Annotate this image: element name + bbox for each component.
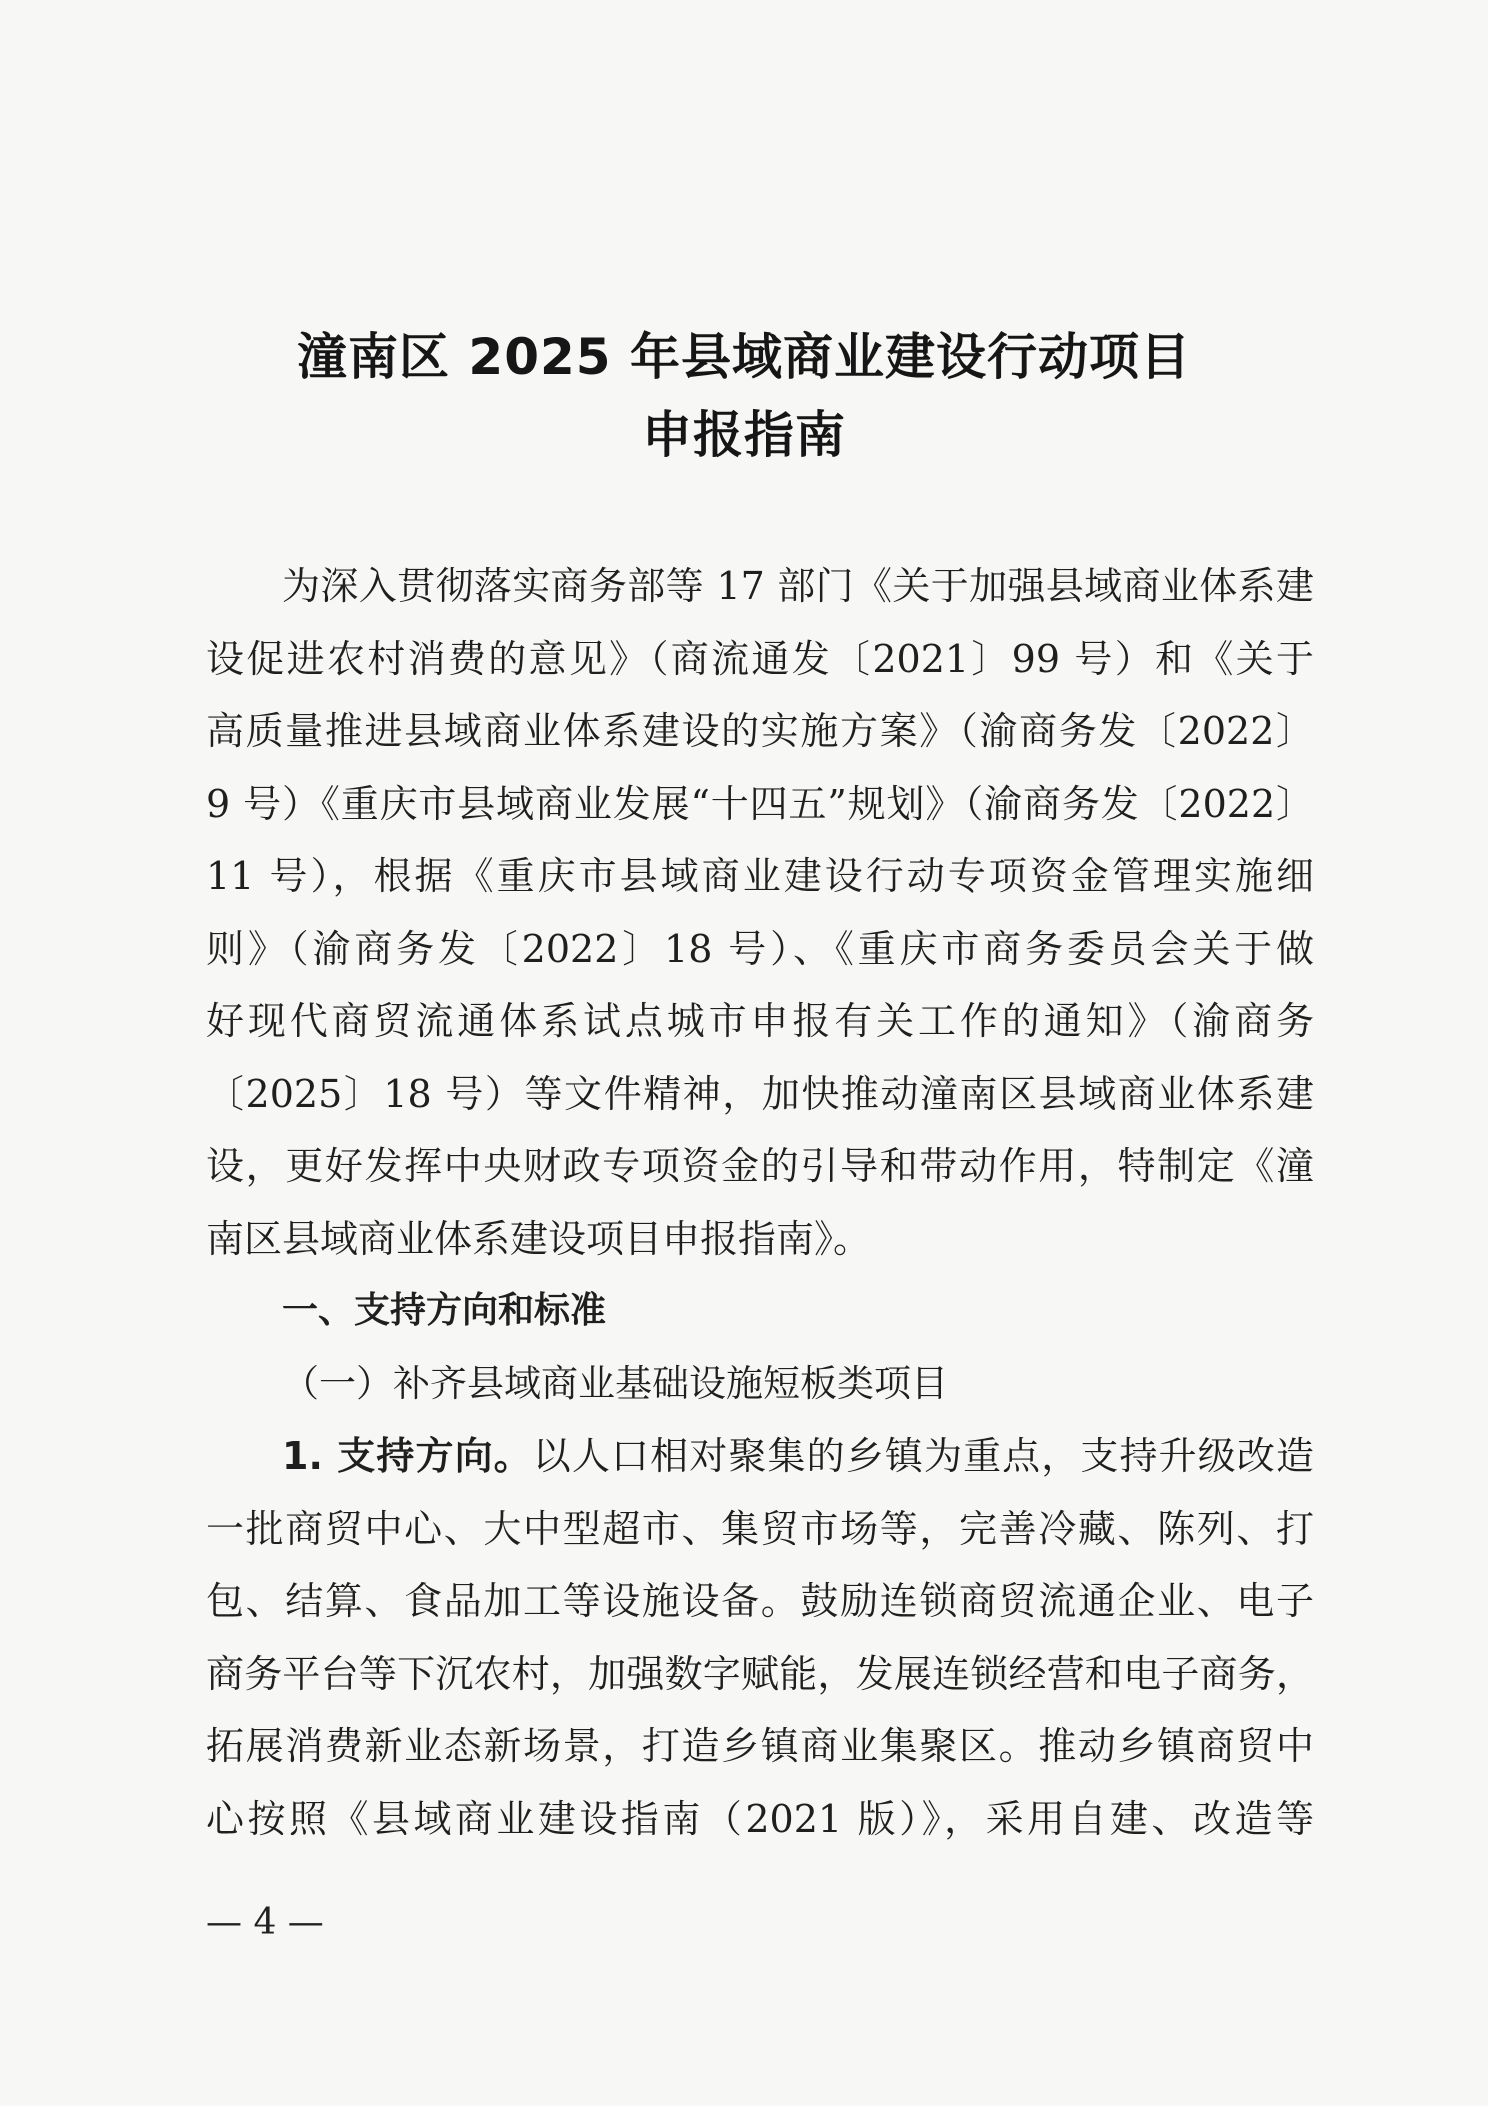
paragraph-line: 高质量推进县域商业体系建设的实施方案》（渝商务发〔2022〕 <box>206 709 1314 753</box>
paragraph-line: 9 号）《重庆市县域商业发展“十四五”规划》（渝商务发〔2022〕 <box>206 781 1314 826</box>
subsection-heading: （一）补齐县域商业基础设施短板类项目 <box>282 1361 948 1405</box>
paragraph-line: 则》（渝商务发〔2022〕18 号）、《重庆市商务委员会关于做 <box>206 926 1314 971</box>
paragraph-line: 〔2025〕18 号）等文件精神，加快推动潼南区县域商业体系建 <box>206 1071 1314 1116</box>
paragraph-line: 心按照《县域商业建设指南（2021 版）》，采用自建、改造等 <box>206 1796 1314 1841</box>
title-line-2: 申报指南 <box>642 406 846 464</box>
document-body <box>206 550 1314 1855</box>
paragraph-line: 设促进农村消费的意见》（商流通发〔2021〕99 号）和《关于 <box>206 636 1314 681</box>
title-line-1: 潼南区 2025 年县域商业建设行动项目 <box>297 328 1191 386</box>
item-text: 以人口相对聚集的乡镇为重点，支持升级改造 <box>532 1434 1314 1478</box>
page-number: — 4 — <box>206 1902 324 1943</box>
paragraph-line: 11 号），根据《重庆市县域商业建设行动专项资金管理实施细 <box>206 854 1314 898</box>
paragraph-line: 南区县域商业体系建设项目申报指南》。 <box>206 1216 872 1261</box>
item-first-line <box>206 1420 1314 1493</box>
paragraph-line: 包、结算、食品加工等设施设备。鼓励连锁商贸流通企业、电子 <box>206 1579 1314 1623</box>
paragraph-line: 好现代商贸流通体系试点城市申报有关工作的通知》（渝商务 <box>206 999 1314 1043</box>
paragraph-line: 拓展消费新业态新场景，打造乡镇商业集聚区。推动乡镇商贸中 <box>206 1724 1314 1768</box>
section-heading: 一、支持方向和标准 <box>282 1290 607 1331</box>
document-title <box>0 318 1488 474</box>
paragraph-line: 商务平台等下沉农村，加强数字赋能，发展连锁经营和电子商务， <box>206 1651 1314 1696</box>
paragraph-line: 一批商贸中心、大中型超市、集贸市场等，完善冷藏、陈列、打 <box>206 1506 1314 1551</box>
item-label: 1. 支持方向。 <box>282 1434 533 1478</box>
paragraph-line: 设，更好发挥中央财政专项资金的引导和带动作用，特制定《潼 <box>206 1144 1314 1188</box>
paragraph-line: 为深入贯彻落实商务部等 17 部门《关于加强县域商业体系建 <box>282 564 1314 608</box>
